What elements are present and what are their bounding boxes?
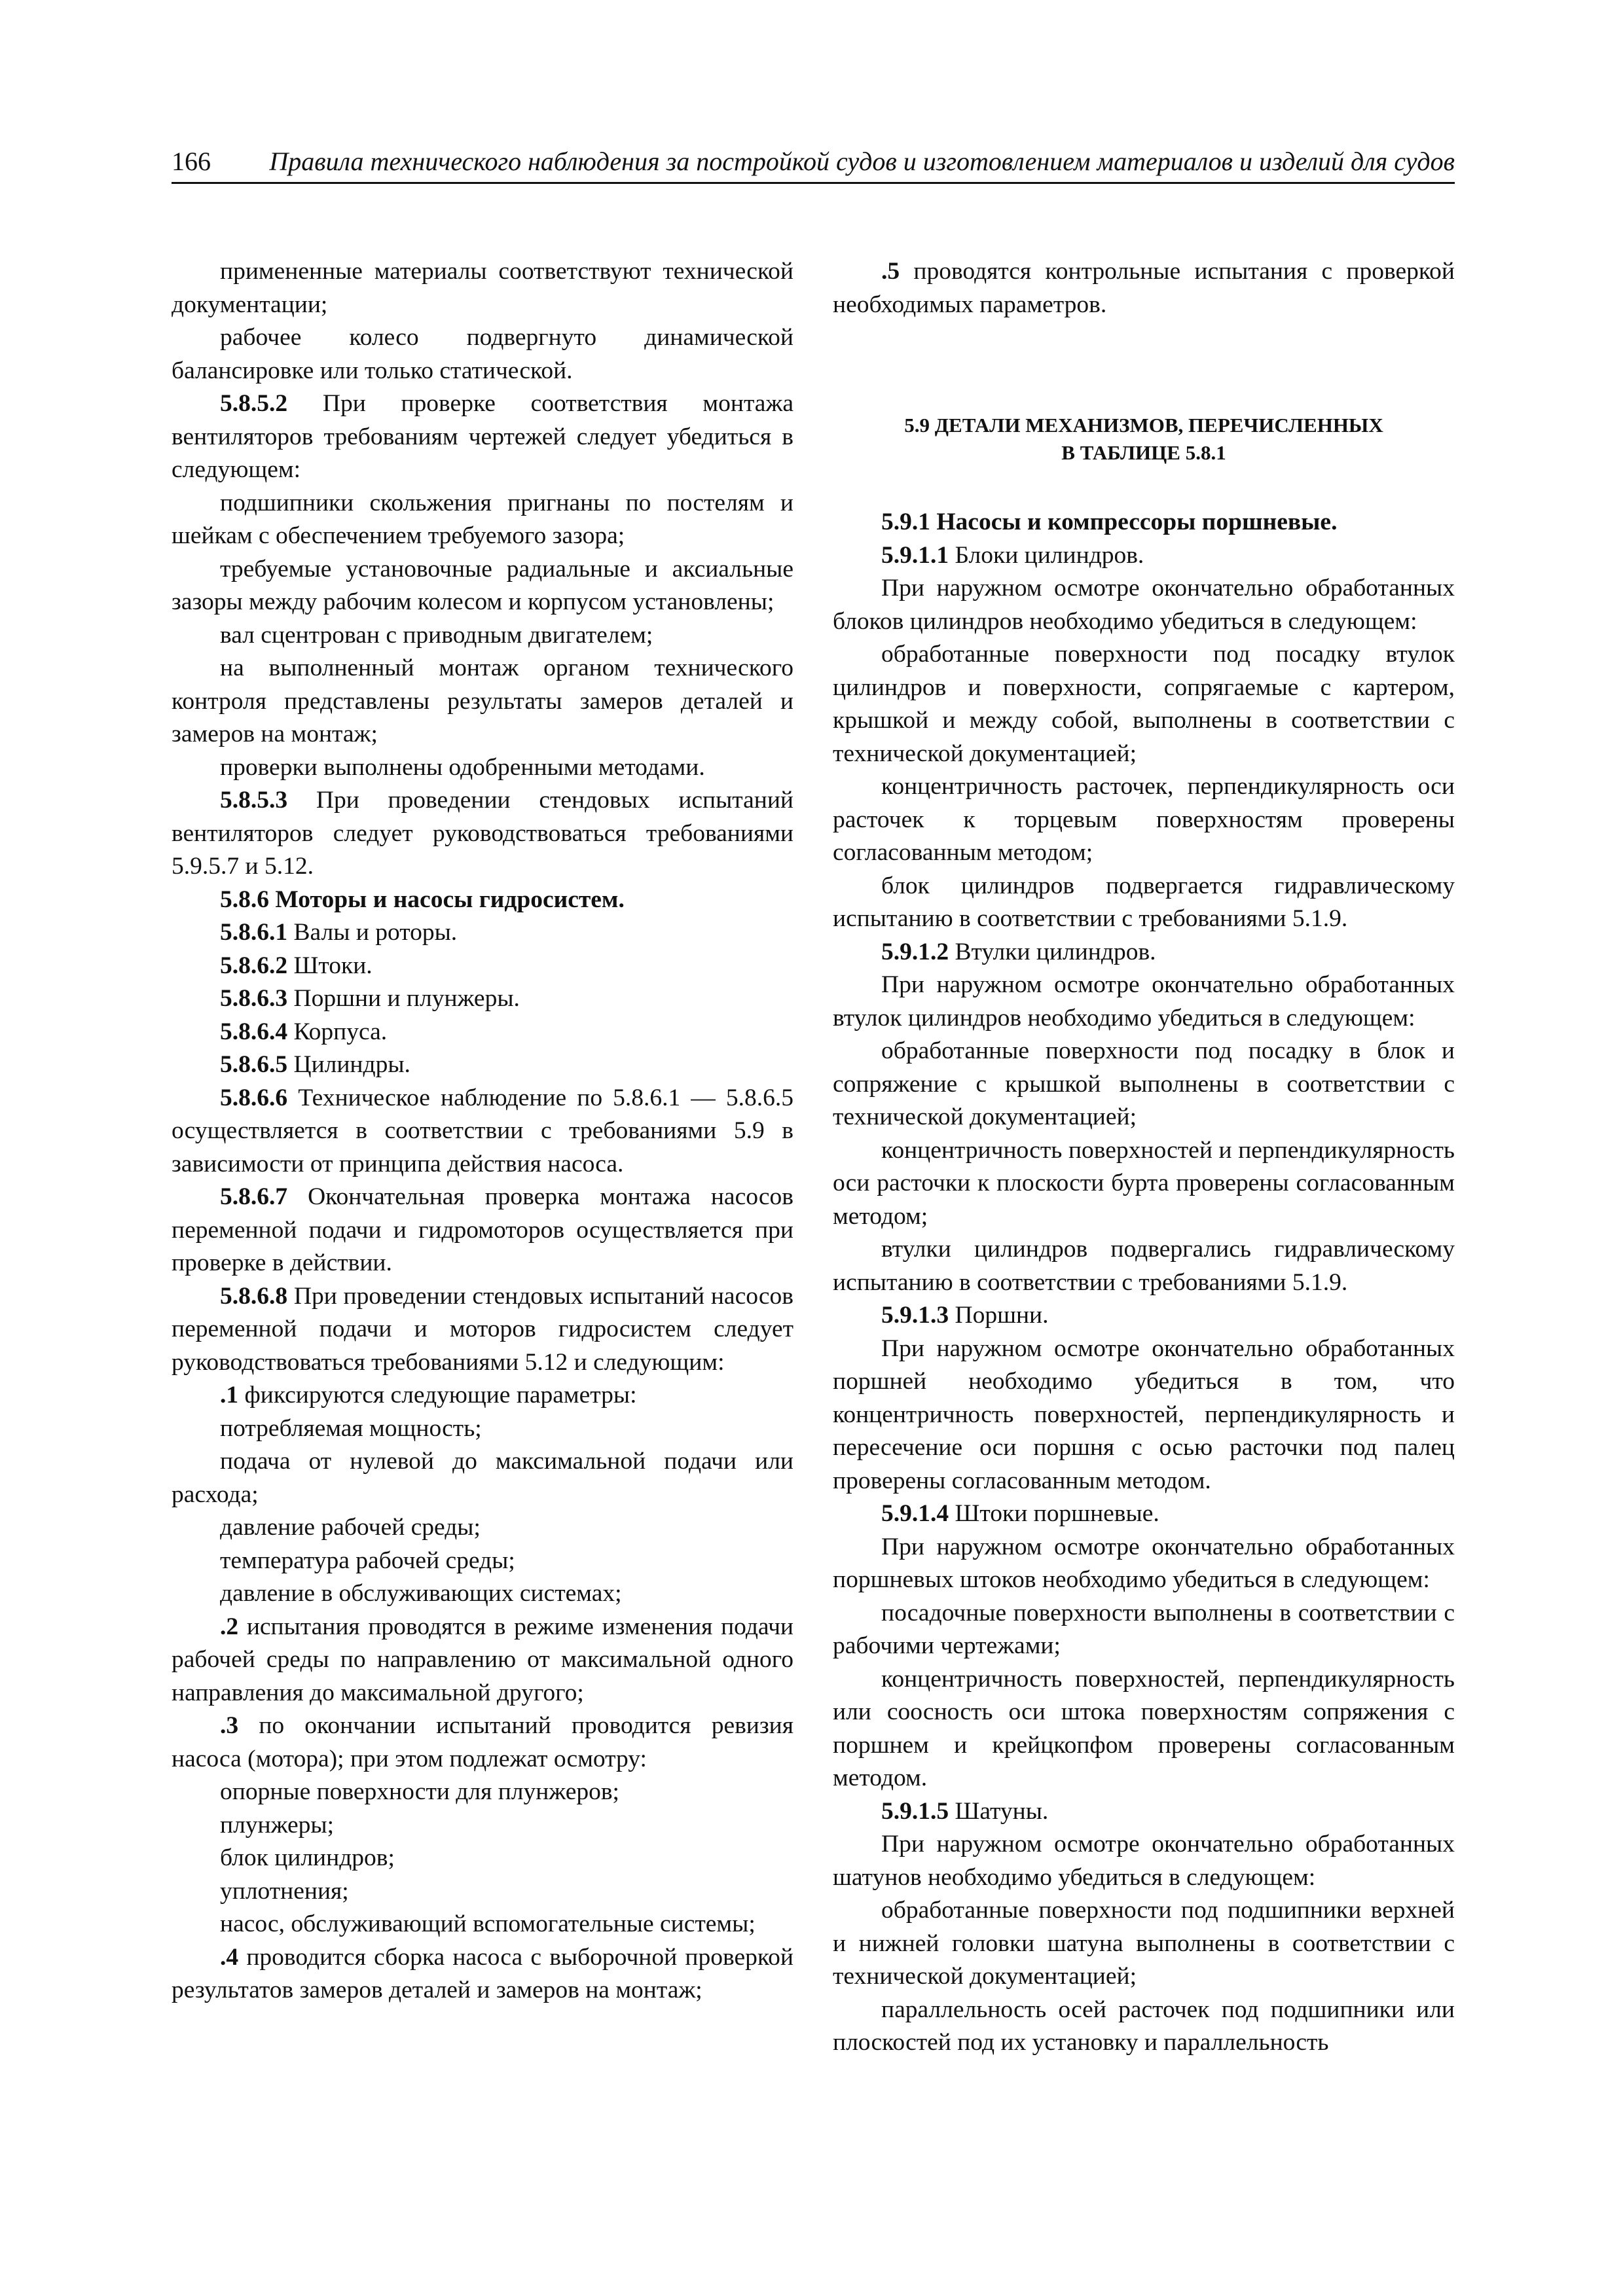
paragraph: [172, 553, 793, 619]
paragraph: [172, 1379, 793, 1412]
paragraph: [172, 1545, 793, 1578]
paragraph-text: плунжеры;: [220, 1811, 335, 1839]
paragraph-number: 5.9.1.1: [881, 541, 949, 569]
paragraph-text: фиксируются следующие параметры:: [244, 1382, 637, 1408]
paragraph: [172, 1577, 793, 1611]
paragraph-text: примененные материалы соответствуют технической документации;: [172, 258, 793, 318]
running-title: Правила технического наблюдения за постройкой судов и изготовлением материалов и изделий для судов: [269, 147, 1455, 176]
paragraph-number: 5.9.1.5: [881, 1797, 949, 1825]
paragraph-number: 5.8.6.5: [220, 1051, 288, 1078]
right-column-body: [833, 506, 1455, 2060]
paragraph-text: При наружном осмотре окончательно обработанных блоков цилиндров необходимо убедиться в следующем:: [833, 575, 1455, 635]
paragraph-number: 5.8.6.1: [220, 919, 288, 946]
paragraph-text: При проведении стендовых испытаний насосов переменной подачи и моторов гидросистем следует руководствоваться требованиями 5.12 и следующим:: [172, 1282, 794, 1376]
paragraph: [172, 784, 793, 884]
paragraph: [833, 1498, 1455, 1531]
paragraph-text: Блоки цилиндров.: [955, 541, 1144, 569]
paragraph: [172, 950, 793, 983]
paragraph: [172, 387, 793, 487]
section-title: [833, 412, 1455, 467]
paragraph: [833, 1299, 1455, 1333]
paragraph: [172, 884, 793, 917]
page-number: 166: [172, 147, 211, 176]
paragraph: [833, 572, 1455, 638]
paragraph-text: Втулки цилиндров.: [955, 938, 1156, 965]
paragraph-number: .3: [220, 1712, 239, 1739]
paragraph: [833, 1531, 1455, 1597]
paragraph: [833, 1035, 1455, 1134]
paragraph: [172, 1280, 793, 1380]
paragraph-text: При проведении стендовых испытаний вентиляторов следует руководствоваться требованиями 5.9.5.7 и 5.12.: [172, 787, 793, 880]
section-title-line1: 5.9 ДЕТАЛИ МЕХАНИЗМОВ, ПЕРЕЧИСЛЕННЫХ: [904, 414, 1383, 437]
paragraph-text: параллельность осей расточек под подшипники или плоскостей под их установку и параллельность: [833, 1996, 1455, 2056]
paragraph-text: концентричность расточек, перпендикулярность оси расточек к торцевым поверхностям проверены согласованным методом;: [833, 773, 1455, 866]
paragraph: [833, 1994, 1455, 2060]
paragraph-text: Цилиндры.: [293, 1051, 410, 1078]
paragraph-text: Штоки.: [293, 952, 373, 979]
paragraph-text: на выполненный монтаж органом технического контроля представлены результаты замеров деталей и замеров на монтаж;: [172, 655, 793, 747]
paragraph-text: Шатуны.: [955, 1797, 1049, 1825]
paragraph-text: проверки выполнены одобренными методами.: [220, 753, 705, 781]
paragraph-text: испытания проводятся в режиме изменения подачи рабочей среды по направлению от максимальной одного направления до максимальной другого;: [172, 1613, 793, 1706]
paragraph-text: При наружном осмотре окончательно обработанных поршневых штоков необходимо убедиться в следующем:: [833, 1533, 1455, 1593]
paragraph: [172, 1016, 793, 1049]
paragraph: [172, 1908, 793, 1941]
paragraph-text: Окончательная проверка монтажа насосов переменной подачи и гидромоторов осуществляется при проверке в действии.: [172, 1183, 794, 1276]
paragraph-text: Валы и роторы.: [293, 919, 458, 946]
paragraph-number: 5.9.1.3: [881, 1302, 949, 1329]
paragraph-text: требуемые установочные радиальные и аксиальные зазоры между рабочим колесом и корпусом установлены;: [172, 555, 793, 615]
paragraph-text: температура рабочей среды;: [220, 1547, 515, 1574]
paragraph-text: Поршни и плунжеры.: [293, 985, 520, 1012]
paragraph: [172, 1776, 793, 1809]
paragraph: [833, 770, 1455, 870]
paragraph-text: обработанные поверхности под посадку в блок и сопряжение с крышкой выполнены в соответствии с технической документацией;: [833, 1037, 1455, 1130]
paragraph-number: .2: [220, 1613, 239, 1640]
paragraph: [833, 638, 1455, 770]
paragraph-number: 5.8.6.6: [220, 1084, 288, 1111]
paragraph-number: 5.8.5.2: [220, 390, 288, 417]
right-column-top: [833, 255, 1455, 321]
paragraph-text: по окончании испытаний проводится ревизия насоса (мотора); при этом подлежат осмотру:: [172, 1712, 793, 1772]
paragraph: [172, 1842, 793, 1875]
paragraph: [833, 1134, 1455, 1234]
paragraph-text: обработанные поверхности под посадку втулок цилиндров и поверхности, сопрягаемые с картером, крышкой и между собой, выполнены в соответствии с технической документацией;: [833, 641, 1455, 767]
paragraph-text: Техническое наблюдение по 5.8.6.1 — 5.8.6.5 осуществляется в соответствии с требованиями 5.9 в зависимости от принципа действия насоса.: [172, 1084, 793, 1177]
paragraph: [172, 321, 793, 387]
paragraph: [172, 751, 793, 785]
paragraph-text: вал сцентрован с приводным двигателем;: [220, 621, 653, 649]
paragraph-text: При проверке соответствия монтажа вентиляторов требованиям чертежей следует убедиться в следующем:: [172, 390, 793, 483]
paragraph-text: втулки цилиндров подвергались гидравлическому испытанию в соответствии с требованиями 5.1.9.: [833, 1236, 1455, 1296]
paragraph: [172, 1809, 793, 1842]
paragraph-text: подшипники скольжения пригнаны по постелям и шейкам с обеспечением требуемого зазора;: [172, 489, 793, 549]
paragraph: [172, 652, 793, 751]
paragraph-text: посадочные поверхности выполнены в соответствии с рабочими чертежами;: [833, 1599, 1455, 1659]
paragraph-number: 5.8.6.7: [220, 1183, 288, 1210]
paragraph: [172, 1710, 793, 1776]
paragraph: [172, 982, 793, 1016]
paragraph: [172, 1412, 793, 1446]
paragraph-number: 5.8.6.2: [220, 952, 288, 979]
paragraph-text: При наружном осмотре окончательно обработанных втулок цилиндров необходимо убедиться в следующем:: [833, 971, 1455, 1031]
paragraph: [172, 487, 793, 553]
paragraph: [172, 1082, 793, 1181]
paragraph-number: 5.8.6.3: [220, 985, 288, 1012]
paragraph: [833, 870, 1455, 936]
paragraph-text: блок цилиндров;: [220, 1844, 395, 1871]
paragraph-text: Корпуса.: [293, 1018, 388, 1045]
paragraph-text: концентричность поверхностей и перпендикулярность оси расточки к плоскости бурта проверены согласованным методом;: [833, 1136, 1455, 1230]
paragraph-text: подача от нулевой до максимальной подачи или расхода;: [172, 1448, 793, 1508]
paragraph-text: Штоки поршневые.: [955, 1500, 1159, 1527]
paragraph-text: При наружном осмотре окончательно обработанных поршней необходимо убедиться в том, что концентричность поверхностей, перпендикулярность и пересечение оси поршня с осью расточки под палец проверены согласованным методом.: [833, 1335, 1455, 1494]
paragraph-number: 5.9.1.4: [881, 1500, 949, 1527]
section-title-line2: В ТАБЛИЦЕ 5.8.1: [1061, 441, 1226, 464]
paragraph-number: 5.8.6.8: [220, 1282, 288, 1310]
paragraph: [833, 1795, 1455, 1829]
paragraph-text: рабочее колесо подвергнуто динамической балансировке или только статической.: [172, 324, 793, 384]
paragraph-text: блок цилиндров подвергается гидравлическому испытанию в соответствии с требованиями 5.1.9.: [833, 872, 1455, 932]
paragraph: [833, 969, 1455, 1035]
paragraph-number: .5: [881, 258, 900, 285]
paragraph: [172, 1181, 793, 1280]
paragraph: [833, 539, 1455, 573]
page-header: [172, 145, 1455, 184]
paragraph-number: 5.8.5.3: [220, 787, 288, 814]
left-column: [172, 255, 793, 2007]
paragraph: [833, 1663, 1455, 1795]
paragraph-text: обработанные поверхности под подшипники верхней и нижней головки шатуна выполнены в соответствии с технической документацией;: [833, 1897, 1455, 1990]
paragraph-text: уплотнения;: [220, 1877, 349, 1905]
paragraph-text: потребляемая мощность;: [220, 1414, 482, 1442]
paragraph-number: 5.8.6.4: [220, 1018, 288, 1045]
paragraph: [172, 619, 793, 653]
right-column: [833, 255, 1455, 2060]
paragraph: [833, 1828, 1455, 1894]
paragraph: [172, 1941, 793, 2007]
paragraph-text: давление в обслуживающих системах;: [220, 1580, 622, 1607]
paragraph: [172, 255, 793, 321]
paragraph: [172, 1049, 793, 1082]
paragraph-text: опорные поверхности для плунжеров;: [220, 1778, 619, 1805]
paragraph-text: При наружном осмотре окончательно обработанных шатунов необходимо убедиться в следующем:: [833, 1831, 1455, 1891]
paragraph-number: 5.8.6 Моторы и насосы гидросистем.: [220, 886, 625, 913]
paragraph: [172, 1445, 793, 1511]
paragraph-text: концентричность поверхностей, перпендикулярность или соосность оси штока поверхностям сопряжения с поршнем и крейцкопфом проверены согласованным методом.: [833, 1665, 1455, 1791]
paragraph-number: 5.9.1 Насосы и компрессоры поршневые.: [881, 509, 1338, 535]
paragraph-text: Поршни.: [955, 1302, 1049, 1329]
paragraph: [833, 1233, 1455, 1299]
paragraph: [833, 936, 1455, 969]
paragraph: [172, 1875, 793, 1909]
paragraph-text: проводится сборка насоса с выборочной проверкой результатов замеров деталей и замеров на монтаж;: [172, 1943, 793, 2003]
paragraph: [172, 1611, 793, 1710]
paragraph: [172, 1511, 793, 1545]
paragraph-number: .4: [220, 1943, 239, 1971]
paragraph: [833, 1894, 1455, 1994]
paragraph: [833, 1333, 1455, 1498]
paragraph-text: проводятся контрольные испытания с проверкой необходимых параметров.: [833, 258, 1455, 318]
paragraph-text: насос, обслуживающий вспомогательные системы;: [220, 1910, 756, 1937]
paragraph-text: давление рабочей среды;: [220, 1514, 481, 1541]
paragraph: [833, 1597, 1455, 1663]
paragraph-number: .1: [220, 1382, 239, 1408]
paragraph: [172, 916, 793, 950]
paragraph: [833, 506, 1455, 539]
paragraph: [833, 255, 1455, 321]
paragraph-number: 5.9.1.2: [881, 938, 949, 965]
